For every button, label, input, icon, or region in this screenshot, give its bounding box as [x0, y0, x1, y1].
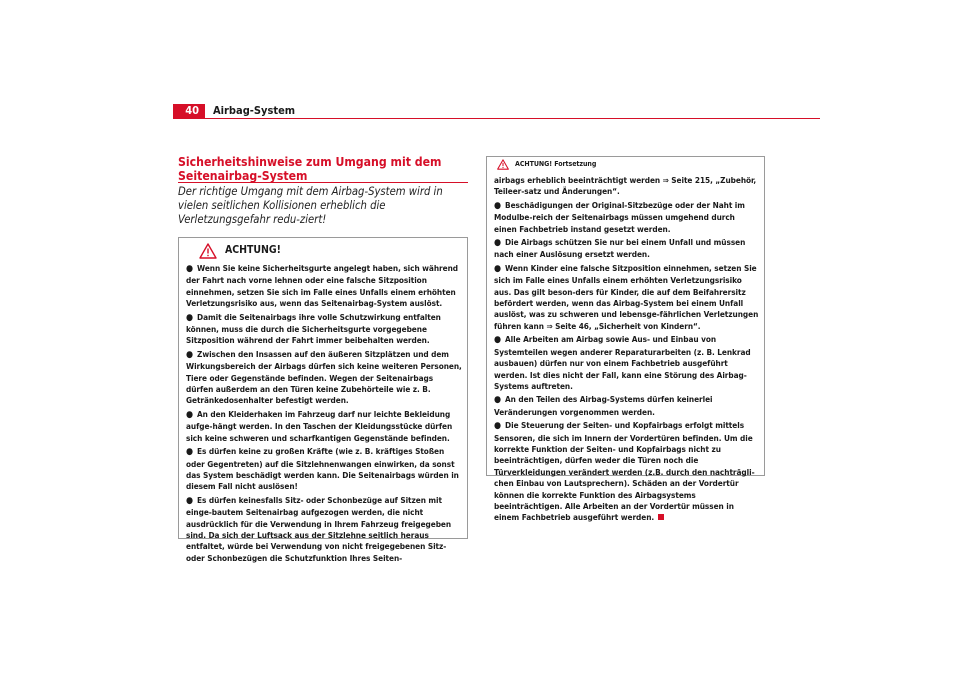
warning-item: ● Beschädigungen der Original-Sitzbezüge oder der Naht im Modulbe-reich der Seitenairbags müssen umgehend durch einen Fachbetrieb instand gesetzt werden.	[494, 199, 745, 234]
section-end-icon	[658, 514, 664, 520]
bullet-icon: ●	[186, 312, 194, 323]
bullet-icon: ●	[186, 349, 194, 360]
warning-item: ● Die Steuerung der Seiten- und Kopfairbags erfolgt mittels Sensoren, die sich im Innern der Vordertüren befinden. Um die korrekte Funktion der Seiten- und Kopfairbags nicht zu beeinträchtigen, dürfen weder die Türen noch die Türverkleidungen verändert werden (z.B. durch den nachträgli-chen Einbau von Lautsprechern). Schäden an der Vordertür können die korrekte Funktion des Airbagsystems beeinträchtigen. Alle Arbeiten an der Vordertür müssen in einem Fachbetrieb ausgeführt werden.	[494, 420, 755, 523]
warning-header	[199, 243, 281, 259]
warning-item: ● Die Airbags schützen Sie nur bei einem Unfall und müssen nach einer Auslösung ersetzt werden.	[494, 237, 746, 260]
bullet-icon: ●	[494, 200, 502, 211]
warning-item: ● Alle Arbeiten am Airbag sowie Aus- und Einbau von Systemteilen wegen anderer Reparaturarbeiten (z. B. Lenkrad ausbauen) dürfen nur von einem Fachbetrieb ausgeführt werden. Ist dies nicht der Fall, kann eine Störung des Airbag-Systems auftreten.	[494, 334, 751, 391]
bullet-icon: ●	[494, 263, 502, 274]
bullet-icon: ●	[494, 335, 502, 346]
section-intro: Der richtige Umgang mit dem Airbag-System wird in vielen seitlichen Kollisionen erheblich die Verletzungsgefahr redu-ziert!	[178, 185, 443, 226]
bullet-icon: ●	[186, 409, 194, 420]
warning-header	[497, 159, 596, 170]
warning-title: ACHTUNG!	[225, 244, 281, 257]
warning-item: ● Es dürfen keinesfalls Sitz- oder Schonbezüge auf Sitzen mit einge-bautem Seitenairbag aufgezogen werden, die nicht ausdrücklich für die Verwendung in Ihrem Fahrzeug freigegeben sind. Da sich der Luftsack aus der Sitzlehne seitlich heraus entfaltet, würde bei Verwendung von nicht freigegebenen Sitz- oder Schonbezügen die Schutzfunktion Ihres Seiten-	[186, 494, 452, 563]
warning-continuation-title: ACHTUNG! Fortsetzung	[515, 160, 597, 168]
warning-item: ● Es dürfen keine zu großen Kräfte (wie z. B. kräftiges Stoßen oder Gegentreten) auf die Sitzlehnenwangen einwirken, da sonst das System beschädigt werden kann. Die Seitenairbags würden in diesem Fall nicht auslösen!	[186, 446, 459, 492]
page-number: 40	[173, 104, 205, 118]
warning-continuation-text: airbags erheblich beeinträchtigt werden ⇒ Seite 215, „Zubehör, Teileer-satz und Änderungen“.	[494, 175, 757, 197]
bullet-icon: ●	[494, 421, 502, 432]
bullet-icon: ●	[186, 495, 194, 506]
bullet-icon: ●	[186, 447, 194, 458]
section-title: Sicherheitshinweise zum Umgang mit dem Seitenairbag-System	[178, 155, 442, 183]
chapter-title: Airbag-System	[213, 104, 296, 117]
warning-triangle-icon	[199, 243, 217, 259]
warning-item: ● An den Teilen des Airbag-Systems dürfen keinerlei Veränderungen vorgenommen werden.	[494, 394, 713, 417]
section-divider	[178, 182, 468, 183]
bullet-icon: ●	[494, 395, 502, 406]
warning-item: ● Damit die Seitenairbags ihre volle Schutzwirkung entfalten können, muss die durch die Sicherheitsgurte vorgegebene Sitzposition während der Fahrt immer beibehalten werden.	[186, 311, 441, 346]
warning-item: ● An den Kleiderhaken im Fahrzeug darf nur leichte Bekleidung aufge-hängt werden. In den Taschen der Kleidungsstücke dürfen sich keine schweren und scharfkantigen Gegenstände befinden.	[186, 408, 453, 443]
warning-item: ● Zwischen den Insassen auf den äußeren Sitzplätzen und dem Wirkungsbereich der Airbags dürfen sich keine weiteren Personen, Tiere oder Gegenstände befinden. Wegen der Seitenairbags dürfen außerdem an den Türen keine Zubehörteile wie z. B. Getränkedosenhalter befestigt werden.	[186, 348, 462, 406]
warning-item: ● Wenn Sie keine Sicherheitsgurte angelegt haben, sich während der Fahrt nach vorne lehnen oder eine falsche Sitzposition einnehmen, setzen Sie sich im Falle eines Unfalls einem erhöhten Verletzungsrisiko aus, wenn das Seitenairbag-System auslöst.	[186, 263, 458, 309]
page-header	[173, 104, 820, 119]
warning-box	[178, 237, 468, 563]
warning-triangle-icon	[497, 159, 509, 170]
bullet-icon: ●	[186, 264, 194, 274]
warning-item: ● Wenn Kinder eine falsche Sitzposition einnehmen, setzen Sie sich im Falle eines Unfalls einem erhöhten Verletzungsrisiko aus. Das gilt beson-ders für Kinder, die auf dem Beifahrersitz befördert werden, wenn das Airbag-System bei einem Unfall auslöst, was zu schweren und lebensge-fährlichen Verletzungen führen kann ⇒ Seite 46, „Sicherheit von Kindern“.	[494, 262, 759, 331]
bullet-icon: ●	[494, 238, 502, 249]
warning-continuation-box	[486, 156, 765, 523]
